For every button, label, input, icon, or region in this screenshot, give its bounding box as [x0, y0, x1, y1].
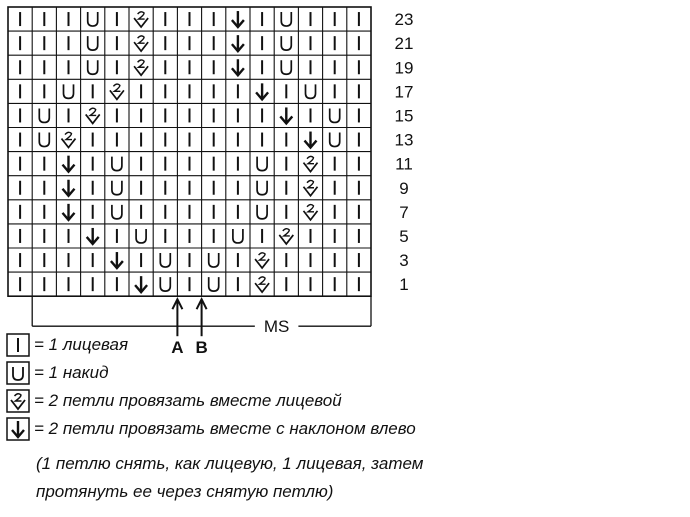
row-number: 11	[395, 154, 413, 174]
ssk-arrow-icon	[6, 417, 30, 441]
legend-item-yarnover	[6, 360, 109, 386]
legend-text-knit: = 1 лицевая	[34, 335, 129, 354]
row-number: 17	[394, 82, 414, 102]
row-number: 13	[394, 130, 414, 150]
legend-item-k2tog	[6, 388, 342, 414]
row-number: 19	[394, 58, 414, 78]
row-number: 1	[399, 275, 409, 295]
ssk-note-line-1: (1 петлю снять, как лицевую, 1 лицевая, затем	[36, 454, 424, 473]
legend-item-knit	[6, 332, 128, 358]
ssk-note-line-2: протянуть ее через снятую петлю)	[36, 482, 334, 501]
row-number: 9	[399, 178, 409, 198]
yarnover-icon	[6, 361, 30, 385]
row-number: 15	[394, 106, 414, 126]
knit-stitch-icon	[6, 333, 30, 357]
legend-text-ssk: = 2 петли провязать вместе с наклоном влево	[34, 419, 416, 438]
k2tog-icon	[6, 389, 30, 413]
marker-a-label: A	[171, 338, 184, 358]
repeat-label: MS	[263, 317, 290, 337]
marker-b-label: B	[195, 338, 208, 358]
row-number: 3	[399, 251, 409, 271]
legend-text-k2tog: = 2 петли провязать вместе лицевой	[34, 391, 342, 410]
row-number: 5	[399, 226, 409, 246]
row-number: 21	[394, 34, 414, 54]
legend-text-yarnover: = 1 накид	[34, 363, 109, 382]
legend-item-ssk	[6, 416, 416, 442]
row-number: 7	[399, 202, 409, 222]
row-number: 23	[394, 10, 414, 30]
